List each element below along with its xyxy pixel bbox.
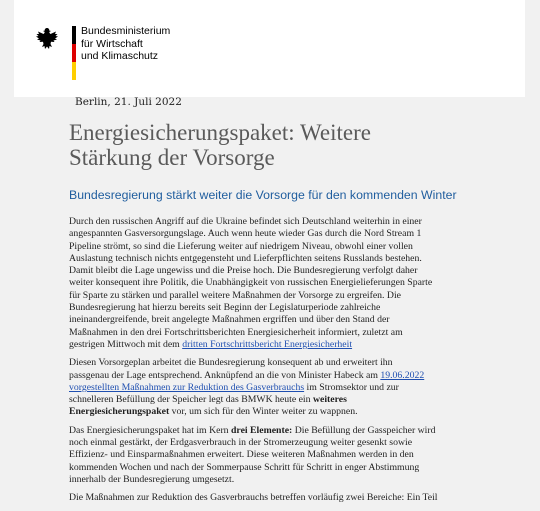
german-flag-bar	[72, 26, 76, 80]
link-massnahmen-gasverbrauch[interactable]: vorgestellten Maßnahmen zur Reduktion des Gasverbrauchs	[69, 381, 305, 393]
date: Berlin, 21. Juli 2022	[75, 96, 182, 108]
header	[14, 0, 525, 97]
article-body	[69, 216, 537, 511]
paragraph-4: Die Maßnahmen zur Reduktion des Gasverbrauchs betreffen vorläufig zwei Bereiche: Ein Teil	[69, 492, 438, 504]
ministry-name: Bundesministerium für Wirtschaft und Klimaschutz	[81, 25, 171, 62]
paragraph-2: Diesen Vorsorgeplan arbeitet die Bundesregierung konsequent ab und erweitert ihn passgenau der Lage entsprechend. Anknüpfend an die von Minister Habeck am 19.06.2022 vorgestellten Maßnahmen zur Reduktion des Gasverbrauchs im Stromsektor und zur schnelleren Befüllung der Speicher legt das BMWK heute ein weiteres Energiesicherungspaket vor, um sich für den Winter weiter zu wappnen.	[69, 357, 425, 418]
link-massnahmen-date[interactable]: 19.06.2022	[380, 369, 425, 381]
federal-eagle-icon	[34, 26, 60, 52]
link-fortschrittsbericht[interactable]: dritten Fortschrittsbericht Energiesicherheit	[182, 338, 353, 350]
page-title: Energiesicherungspaket: Weitere Stärkung der Vorsorge	[69, 120, 371, 170]
paragraph-1: Durch den russischen Angriff auf die Ukraine befindet sich Deutschland weiterhin in einer angespannten Gasversorgungslage. Auch wenn heute wieder Gas durch die Nord Stream 1 Pipeline strömt, so sind die Lieferung weiter auf niedrigem Niveau, obwohl einer vollen Auslastung technisch nichts entgegensteht und Lieferpflichten seitens Russlands bestehen. Damit bleibt die Lage ungewiss und die Preise hoch. Die Bundesregierung verfolgt daher weiter konsequent ihre Politik, die Unabhängigkeit von russischen Energielieferungen Sparte für Sparte zu stärken und parallel weitere Maßnahmen der Vorsorge zu ergreifen. Die Bundesregierung hat hierzu bereits seit Beginn der Legislaturperiode zahlreiche ineinandergreifende, breit angelegte Maßnahmen ergriffen und über den Stand der Maßnahmen in den drei Fortschrittsberichten Energiesicherheit informiert, zuletzt am gestrigen Mittwoch mit dem dritten Fortschrittsbericht Energiesicherheit	[69, 216, 433, 350]
paragraph-3: Das Energiesicherungspaket hat im Kern drei Elemente: Die Befüllung der Gasspeicher wird noch einmal gestärkt, der Erdgasverbrauch in der Stromerzeugung weiter gesenkt sowie Effizienz- und Einsparmaßnahmen erweitert. Diese weiteren Maßnahmen werden in den kommenden Wochen und nach der Sommerpause Schritt für Schritt in enger Abstimmung innerhalb der Bundesregierung umgesetzt.	[69, 424, 436, 485]
subtitle: Bundesregierung stärkt weiter die Vorsorge für den kommenden Winter	[69, 188, 457, 202]
